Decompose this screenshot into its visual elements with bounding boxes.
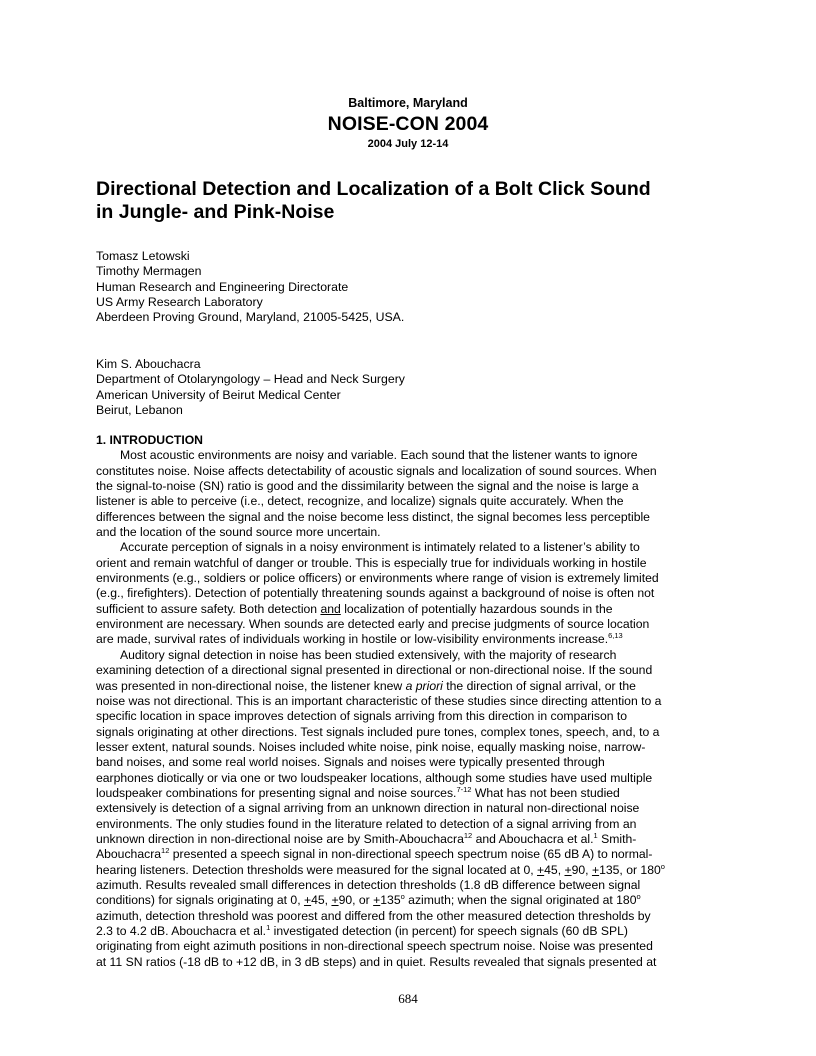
author-block-primary	[96, 249, 404, 325]
text-run: presented a speech signal in non-directional speech spectrum noise (65 dB A) to normal-	[169, 847, 653, 862]
body-line: lesser extent, natural sounds. Noises included white noise, pink noise, equally masking noise, narrow-	[96, 739, 646, 754]
body-line: band noises, and some real world noises. Signals and noises were typically presented through	[96, 755, 605, 770]
body-line: Accurate perception of signals in a noisy environment is intimately related to a listener’s ability to	[120, 540, 640, 555]
degree-superscript: o	[636, 892, 641, 902]
citation-superscript: 1	[266, 923, 271, 932]
body-line: Auditory signal detection in noise has been studied extensively, with the majority of research	[120, 647, 617, 662]
italic-text: a priori	[405, 678, 443, 693]
body-line: extensively is detection of a signal arriving from an unknown direction in natural non-directional noise	[96, 801, 640, 816]
section-heading: 1. INTRODUCTION	[96, 433, 203, 447]
body-line: noise was not directional. This is an important characteristic of these studies since directing attention to a	[96, 693, 662, 708]
citation-superscript: 12	[463, 830, 473, 840]
text-run: the direction of signal arrival, or the	[442, 678, 636, 693]
text-run: was presented in non-directional noise, the listener knew	[96, 678, 406, 693]
text-run: 90, or	[338, 893, 374, 908]
author-block-secondary	[96, 357, 405, 418]
text-run: 45,	[544, 862, 565, 877]
body-line: differences between the signal and the noise become less distinct, the signal becomes less perceptible	[96, 509, 650, 524]
body-line: (e.g., firefighters). Detection of potentially threatening sounds against a background of noise is often not	[96, 586, 655, 601]
body-line: the signal-to-noise (SN) ratio is good and the dissimilarity between the signal and the noise is large a	[96, 479, 639, 494]
body-line	[96, 863, 726, 878]
body-line	[96, 847, 726, 862]
text-run: are made, survival rates of individuals working in hostile or low-visibility environments increase.	[96, 632, 609, 647]
body-line: Most acoustic environments are noisy and variable. Each sound that the listener wants to ignore	[120, 448, 638, 463]
author-address: Aberdeen Proving Ground, Maryland, 21005-5425, USA.	[96, 310, 405, 325]
text-run: Smith-	[597, 831, 637, 846]
body-line: earphones diotically or via one or two loudspeaker locations, although some studies have used multiple	[96, 770, 653, 785]
plus-minus-sign: +	[537, 862, 545, 877]
body-line	[96, 679, 726, 694]
text-run: investigated detection (in percent) for speech signals (60 dB SPL)	[270, 924, 628, 938]
body-line	[96, 786, 726, 801]
degree-superscript: o	[400, 892, 405, 902]
author-affiliation: US Army Research Laboratory	[96, 294, 263, 309]
underlined-text: and	[320, 601, 341, 616]
body-line	[96, 832, 726, 847]
author-affiliation: Human Research and Engineering Directorate	[96, 279, 349, 294]
text-run: 45,	[311, 893, 332, 908]
text-run: and Abouchacra et al.	[472, 831, 594, 846]
plus-minus-sign: +	[303, 893, 312, 908]
text-run: loudspeaker combinations for presenting signal and noise sources.	[96, 785, 457, 800]
citation-superscript: 12	[161, 846, 170, 856]
author-affiliation: American University of Beirut Medical Center	[96, 387, 341, 402]
body-line: azimuth. Results revealed small differences in detection thresholds (1.8 dB difference between signal	[96, 877, 641, 892]
text-run: unknown direction in non-directional noise are by Smith-Abouchacra	[96, 831, 464, 846]
conference-dates: 2004 July 12-14	[367, 138, 449, 150]
conference-name: NOISE-CON 2004	[327, 113, 489, 135]
body-line: originating from eight azimuth positions in non-directional speech spectrum noise. Noise was presented	[96, 939, 653, 954]
body-line	[96, 893, 726, 908]
body-line: orient and remain watchful of danger or trouble. This is especially true for individuals working in hostile	[96, 555, 647, 570]
author-name: Kim S. Abouchacra	[96, 357, 201, 371]
paper-title-line: Directional Detection and Localization of a Bolt Click Sound	[96, 178, 651, 200]
body-line: environments (e.g., soldiers or police officers) or environments where range of vision is extremely limited	[96, 571, 659, 586]
paper-title	[96, 178, 736, 224]
text-run: 135	[380, 893, 401, 908]
body-line	[96, 602, 726, 617]
body-line: specific location in space improves detection of signals arriving from this direction in comparison to	[96, 709, 628, 724]
text-run: 2.3 to 4.2 dB. Abouchacra et al.	[96, 924, 267, 938]
author-address: Beirut, Lebanon	[96, 402, 183, 417]
body-line: environments. The only studies found in the literature related to detection of a signal arriving from an	[96, 816, 637, 831]
body-line: environment are necessary. When sounds are detected early and precise judgments of source location	[96, 617, 650, 632]
conference-location: Baltimore, Maryland	[348, 96, 468, 110]
degree-superscript: o	[660, 861, 665, 871]
text-run: What has not been studied	[471, 785, 620, 800]
plus-minus-sign: +	[373, 893, 381, 908]
text-run: azimuth; when the signal originated at 180	[404, 893, 637, 908]
text-run: localization of potentially hazardous sounds in the	[340, 601, 613, 616]
body-line: azimuth, detection threshold was poorest and differed from the other measured detection thresholds by	[96, 908, 651, 923]
text-run: 135, or 180	[599, 862, 661, 877]
body-line: examining detection of a directional signal presented in directional or non-directional noise. If the sound	[96, 663, 653, 678]
text-run: 90,	[571, 862, 592, 877]
introduction-section	[96, 433, 726, 970]
page-number: 684	[398, 991, 418, 1006]
citation-superscript: 7-12	[456, 784, 472, 794]
plus-minus-sign: +	[331, 893, 339, 908]
body-line	[96, 632, 726, 647]
text-run: sufficient to assure safety. Both detection	[96, 601, 321, 616]
body-line: signals originating at other directions. Test signals included pure tones, complex tones, speech, and, to a	[96, 724, 660, 739]
citation-superscript: 1	[593, 830, 598, 840]
text-run: conditions) for signals originating at 0,	[96, 893, 304, 908]
body-line	[96, 924, 726, 939]
text-run: Abouchacra	[96, 847, 162, 862]
text-run: hearing listeners. Detection thresholds were measured for the signal located at 0,	[96, 862, 538, 877]
body-line: listener is able to perceive (i.e., detect, recognize, and localize) signals quite accurately. When the	[96, 494, 624, 509]
plus-minus-sign: +	[564, 862, 572, 877]
paper-title-line: in Jungle- and Pink-Noise	[96, 201, 335, 223]
plus-minus-sign: +	[591, 862, 600, 877]
author-name: Timothy Mermagen	[96, 264, 202, 279]
body-line: and the location of the sound source more uncertain.	[96, 525, 381, 540]
author-affiliation: Department of Otolaryngology – Head and Neck Surgery	[96, 372, 405, 387]
body-line: constitutes noise. Noise affects detectability of acoustic signals and localization of sound sources. When	[96, 463, 657, 478]
author-name: Tomasz Letowski	[96, 249, 190, 263]
citation-superscript: 6,13	[608, 631, 623, 641]
body-line: at 11 SN ratios (-18 dB to +12 dB, in 3 dB steps) and in quiet. Results revealed that signals presented at	[96, 954, 657, 969]
